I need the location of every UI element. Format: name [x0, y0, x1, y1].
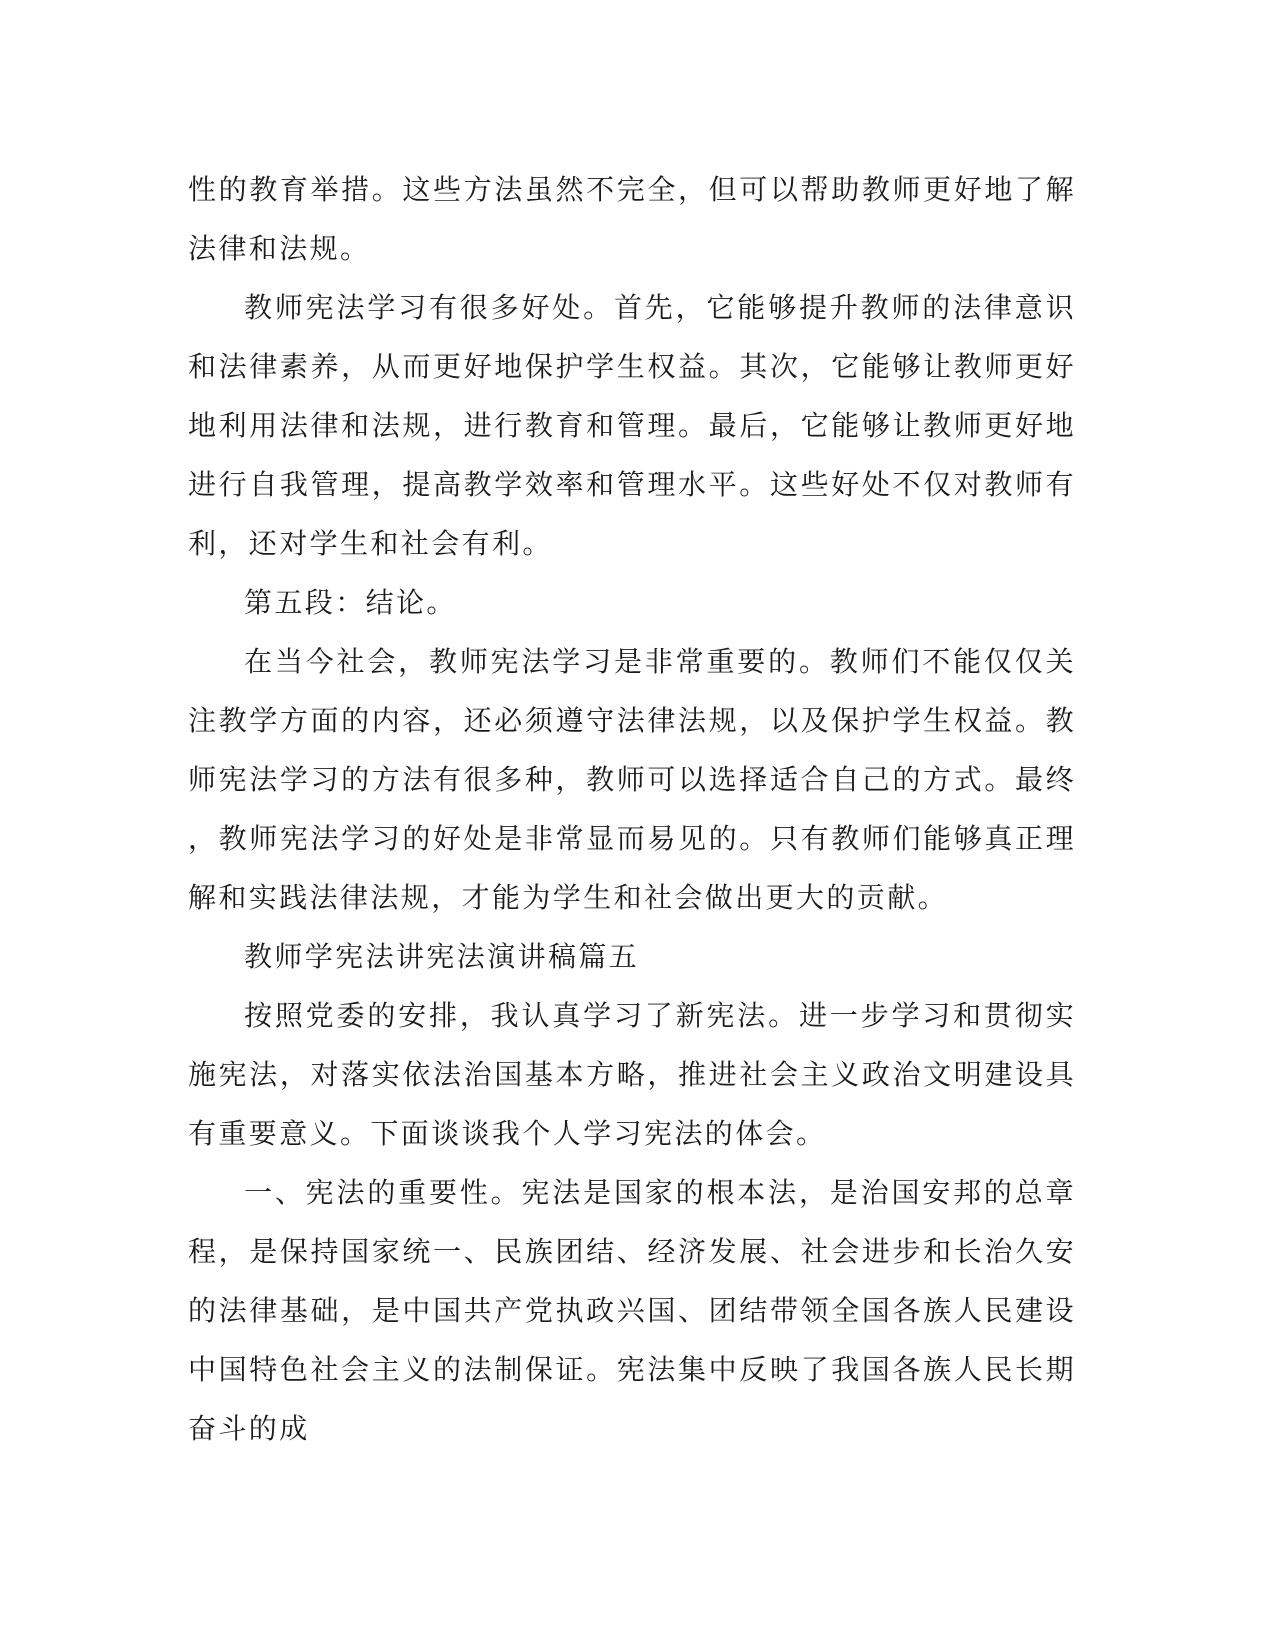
section-heading-part-five: 教师学宪法讲宪法演讲稿篇五 — [244, 940, 640, 973]
paragraph-6: 按照党委的安排，我认真学习了新宪法。进一步学习和贯彻实施宪法，对落实依法治国基本方略，推进社会主义政治文明建设具有重要意义。下面谈谈我个人学习宪法的体会。 — [188, 999, 1076, 1150]
paragraph-7: 一、宪法的重要性。宪法是国家的根本法，是治国安邦的总章程，是保持国家统一、民族团结、经济发展、社会进步和长治久安的法律基础，是中国共产党执政兴国、团结带领全国各族人民建设中国特色社会主义的法制保证。宪法集中反映了我国各族人民长期奋斗的成 — [188, 1176, 1076, 1445]
section-heading-conclusion: 第五段：结论。 — [244, 586, 457, 619]
paragraph-2: 教师宪法学习有很多好处。首先，它能够提升教师的法律意识和法律素养，从而更好地保护学生权益。其次，它能够让教师更好地利用法律和法规，进行教育和管理。最后，它能够让教师更好地进行自我管理，提高教学效率和管理水平。这些好处不仅对教师有利，还对学生和社会有利。 — [188, 291, 1076, 560]
paragraph-1: 性的教育举措。这些方法虽然不完全，但可以帮助教师更好地了解法律和法规。 — [188, 173, 1076, 265]
paragraph-4: 在当今社会，教师宪法学习是非常重要的。教师们不能仅仅关注教学方面的内容，还必须遵守法律法规，以及保护学生权益。教师宪法学习的方法有很多种，教师可以选择适合自己的方式。最终，教师宪法学习的好处是非常显而易见的。只有教师们能够真正理解和实践法律法规，才能为学生和社会做出更大的贡献。 — [188, 645, 1076, 914]
document-body — [188, 160, 1076, 1458]
